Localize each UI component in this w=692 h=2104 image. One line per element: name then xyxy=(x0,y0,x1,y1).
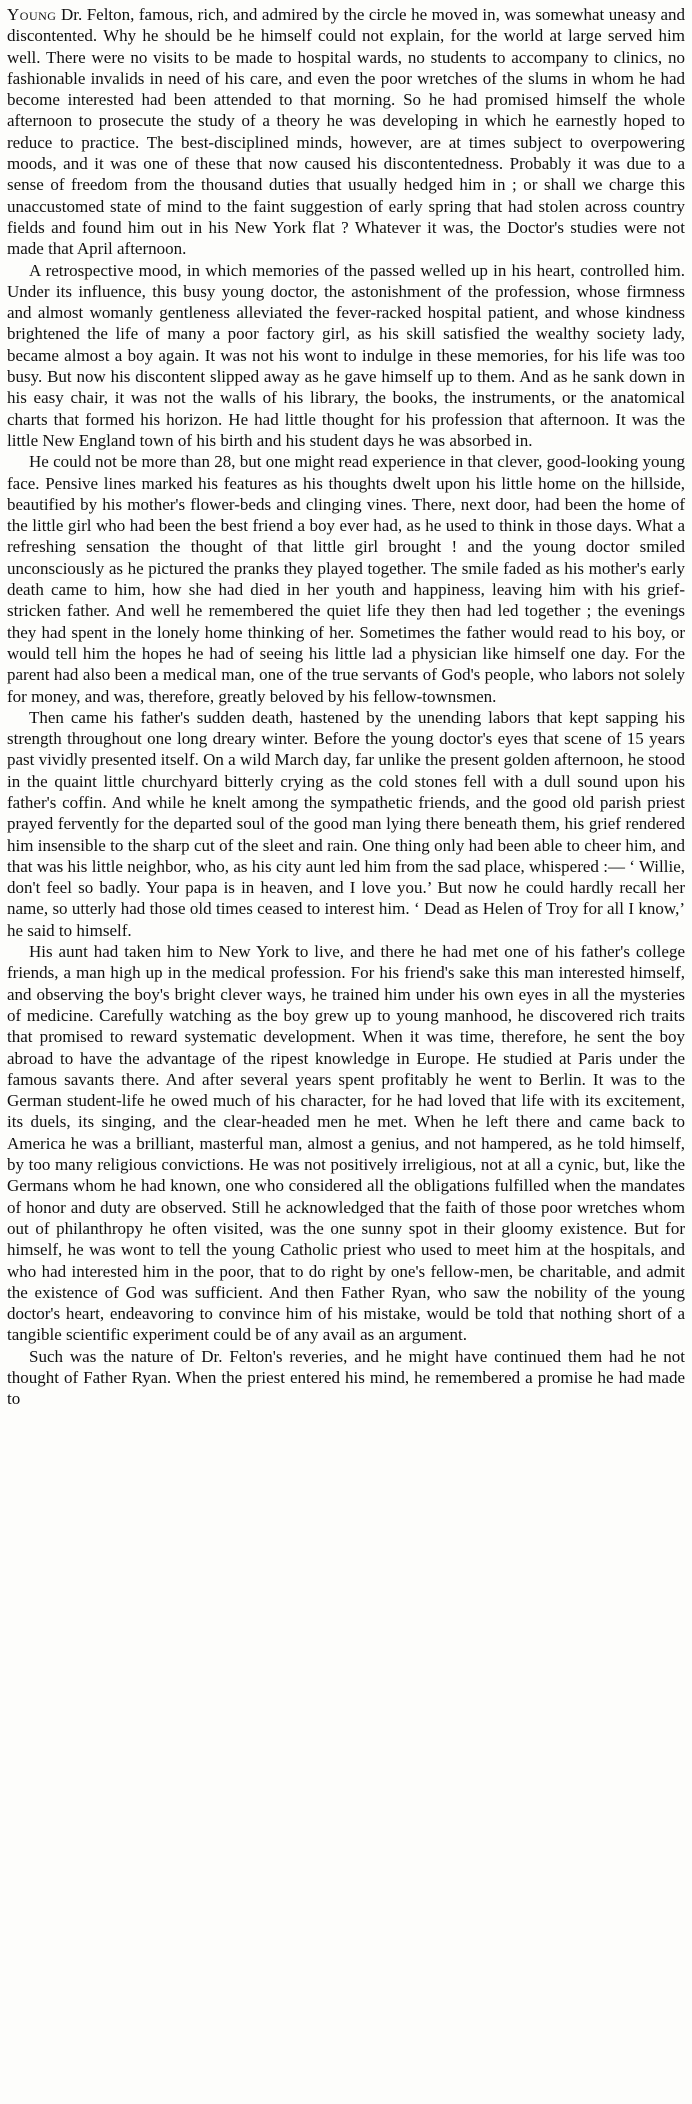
article-paragraph-6: Such was the nature of Dr. Felton's reveries, and he might have continued them had he not thought of Father Ryan. When the priest entered his mind, he remembered a promise he had made to xyxy=(7,1346,685,1409)
article-paragraph-3: He could not be more than 28, but one might read experience in that clever, good-looking young face. Pensive lines marked his features as his thoughts dwelt upon his little home on the hillside, beautified by his mother's flower-beds and clinging vines. There, next door, had been the home of the little girl who had been the best friend a boy ever had, as he used to think in those days. What a refreshing sensation the thought of that little girl brought ! and the young doctor smiled unconsciously as he pictured the pranks they played together. The smile faded as his mother's early death came to him, how she had died in her youth and happiness, leaving him with his grief-stricken father. And well he remembered the quiet life they then had led together ; the evenings they had spent in the lonely home thinking of her. Sometimes the father would read to his boy, or would tell him the hopes he had of seeing his little lad a physician like himself one day. For the parent had also been a medical man, one of the true servants of God's people, who labors not solely for money, and was, therefore, greatly beloved by his fellow-townsmen. xyxy=(7,452,685,706)
article-paragraph-5: His aunt had taken him to New York to live, and there he had met one of his father's college friends, a man high up in the medical profession. For his friend's sake this man interested himself, and observing the boy's bright clever ways, he trained him under his own eyes in all the mysteries of medicine. Carefully watching as the boy grew up to young manhood, he discovered rich traits that promised to reward systematic development. When it was time, therefore, he sent the boy abroad to have the advantage of the ripest knowledge in Europe. He studied at Paris under the famous savants there. And after several years spent profitably he went to Berlin. It was to the German student-life he owed much of his character, for he had loved that life with its excitement, its duels, its singing, and the clear-headed men he met. When he left there and came back to America he was a brilliant, masterful man, almost a genius, and not hampered, as he told himself, by too many religious convictions. He was not positively irreligious, not at all a cynic, but, like the Germans whom he had known, one who considered all the obligations fulfilled when the mandates of honor and duty are observed. Still he acknowledged that the faith of those poor wretches whom out of philanthropy he often visited, was the one sunny spot in their gloomy existence. But for himself, he was wont to tell the young Catholic priest who used to meet him at the hospitals, and who had interested him in the poor, that to do right by one's fellow-men, be charitable, and admit the existence of God was sufficient. And then Father Ryan, who saw the nobility of the young doctor's heart, endeavoring to convince him of his mistake, would be told that nothing short of a tangible scientific experiment could be of any avail as an argument. xyxy=(7,942,685,1345)
lead-word: Young xyxy=(7,5,57,24)
article-paragraph-1 xyxy=(7,4,685,260)
article-paragraph-4: Then came his father's sudden death, hastened by the unending labors that kept sapping his strength throughout one long dreary winter. Before the young doctor's eyes that scene of 15 years past vividly presented itself. On a wild March day, far unlike the present golden afternoon, he stood in the quaint little churchyard bitterly crying as the cold stones fell with a dull sound upon his father's coffin. And while he knelt among the sympathetic friends, and the good old parish priest prayed fervently for the departed soul of the good man lying there beneath them, his grief rendered him insensible to the sharp cut of the sleet and rain. One thing only had been able to cheer him, and that was his little neighbor, who, as his city aunt led him from the sad place, whispered :— ‘ Willie, don't feel so badly. Your papa is in heaven, and I love you.’ But now he could hardly recall her name, so utterly had those old times ceased to interest him. ‘ Dead as Helen of Troy for all I know,’ he said to himself. xyxy=(7,707,685,940)
paragraph-text: Dr. Felton, famous, rich, and admired by the circle he moved in, was somewhat uneasy and discontented. Why he should be he himself could not explain, for the world at large served him well. There were no visits to be made to hospital wards, no students to accompany to clinics, no fashionable invalids in need of his care, and even the poor wretches of the slums in whom he had become interested had been attended to that morning. So he had promised himself the whole afternoon to prosecute the study of a theory he was developing in which he earnestly hoped to reduce to practice. The best-disciplined minds, however, are at times subject to overpowering moods, and it was one of these that now caused his discontentedness. Probably it was due to a sense of freedom from the thousand duties that usually hedged him in ; or shall we charge this unaccustomed state of mind to the faint suggestion of early spring that had stolen across country fields and found him out in his New York flat ? Whatever it was, the Doctor's studies were not made that April afternoon. xyxy=(7,5,685,259)
article-paragraph-2: A retrospective mood, in which memories of the passed welled up in his heart, controlled him. Under its influence, this busy young doctor, the astonishment of the profession, whose firmness and almost womanly gentleness alleviated the fever-racked hospital patient, and whose kindness brightened the life of many a poor factory girl, as his skill satisfied the wealthy society lady, became almost a boy again. It was not his wont to indulge in these memories, for his life was too busy. But now his discontent slipped away as he gave himself up to them. And as he sank down in his easy chair, it was not the walls of his library, the books, the instruments, or the anatomical charts that formed his horizon. He had little thought for his profession that afternoon. It was the little New England town of his birth and his student days he was absorbed in. xyxy=(7,260,685,450)
